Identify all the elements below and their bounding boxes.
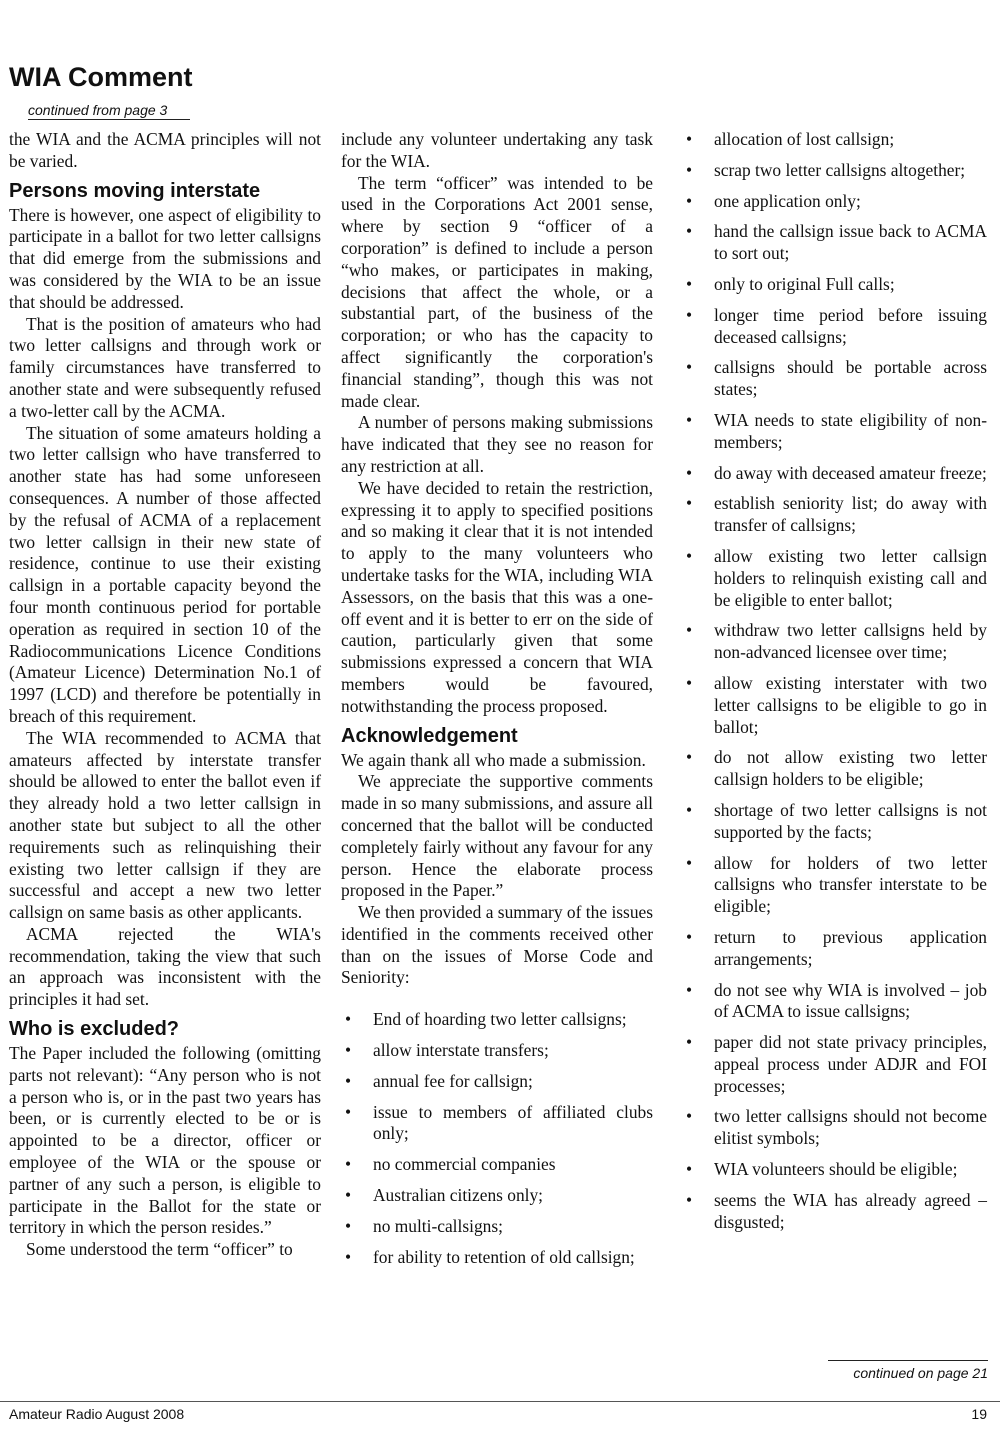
list-item: • two letter callsigns should not become elitist symbols;	[682, 1106, 987, 1150]
list-item: • do not allow existing two letter callsign holders to be eligible;	[682, 747, 987, 791]
paragraph: We again thank all who made a submission.	[341, 749, 646, 770]
section-heading: Persons moving interstate	[9, 179, 261, 202]
paragraph: We appreciate the supportive comments made in so many submissions, and assure all concerned that the ballot will be conducted completely fairly without any favour for any person. Hence the elaborate process proposed in the Paper.”	[341, 771, 653, 901]
list-item: • callsigns should be portable across states;	[682, 357, 987, 401]
list-item: • allocation of lost callsign;	[682, 129, 987, 151]
paragraph: The term “officer” was intended to be used in the Corporations Act 2001 sense, where by section 9 “officer of a corporation” is defined to include a person “who makes, or participates in making, decisions that affect the whole, or a substantial part, of the business of the corporation; or who has the capacity to affect significantly the corporation's financial standing”, though this was not made clear.	[341, 172, 653, 411]
page-number: 19	[971, 1406, 987, 1422]
paragraph: We have decided to retain the restriction, expressing it to apply to specified positions and so making it clear that it is not intended to apply to the many volunteers who undertake tasks for the WIA, including WIA Assessors, on the basis that this was a one-off event and it is better to err on the side of caution, particularly given that some submissions expressed a concern that WIA members would be favoured, notwithstanding the process proposed.	[341, 477, 653, 716]
issues-list-continued	[682, 129, 987, 1233]
list-item: • shortage of two letter callsigns is not supported by the facts;	[682, 800, 987, 844]
list-item: • do away with deceased amateur freeze;	[682, 463, 987, 485]
list-item: • WIA needs to state eligibility of non-members;	[682, 410, 987, 454]
paragraph: ACMA rejected the WIA's recommendation, taking the view that such an approach was inconsistent with the principles it had set.	[9, 923, 321, 1010]
continued-from-note: continued from page 3	[28, 102, 190, 120]
column-1	[9, 129, 321, 1261]
list-item: • one application only;	[682, 191, 987, 213]
footer-divider	[0, 1401, 1000, 1402]
footer-publication: Amateur Radio August 2008	[9, 1406, 185, 1422]
list-item: • longer time period before issuing deceased callsigns;	[682, 305, 987, 349]
continued-on-note: continued on page 21	[828, 1360, 988, 1381]
list-item: • no multi-callsigns;	[341, 1216, 653, 1238]
list-item: • annual fee for callsign;	[341, 1071, 653, 1093]
list-item: • only to original Full calls;	[682, 274, 987, 296]
list-item: • hand the callsign issue back to ACMA to sort out;	[682, 221, 987, 265]
section-heading: Acknowledgement	[341, 724, 518, 747]
column-2	[341, 129, 653, 1277]
section-heading: Who is excluded?	[9, 1018, 180, 1041]
paragraph: include any volunteer undertaking any task for the WIA.	[341, 129, 653, 171]
paragraph: the WIA and the ACMA principles will not be varied.	[9, 129, 321, 171]
paragraph: The WIA recommended to ACMA that amateurs affected by interstate transfer should be allowed to enter the ballot even if they already hold a two letter callsign in another state but subject to all the other requirements such as relinquishing their existing two letter callsign if they are successful and accept a new two letter callsign on same basis as other applicants.	[9, 727, 321, 923]
list-item: • allow interstate transfers;	[341, 1040, 653, 1062]
list-item: • allow existing two letter callsign holders to relinquish existing call and be eligible to enter ballot;	[682, 546, 987, 611]
paragraph: That is the position of amateurs who had two letter callsigns and through work or family circumstances have transferred to another state and were subsequently refused a two-letter call by the ACMA.	[9, 313, 321, 421]
list-item: • Australian citizens only;	[341, 1185, 653, 1207]
list-item: • allow existing interstater with two letter callsigns to be eligible to go in ballot;	[682, 673, 987, 738]
paragraph: Some understood the term “officer” to	[26, 1239, 293, 1260]
paragraph: A number of persons making submissions have indicated that they see no reason for any restriction at all.	[341, 412, 653, 476]
list-item: • paper did not state privacy principles, appeal process under ADJR and FOI processes;	[682, 1032, 987, 1097]
paragraph: We then provided a summary of the issues identified in the comments received other than on the issues of Morse Code and Seniority:	[341, 902, 653, 988]
list-item: • do not see why WIA is involved – job of ACMA to issue callsigns;	[682, 980, 987, 1024]
article-title: WIA Comment	[9, 62, 193, 92]
list-item: • End of hoarding two letter callsigns;	[341, 1009, 653, 1031]
list-item: • seems the WIA has already agreed – disgusted;	[682, 1190, 987, 1234]
list-item: • scrap two letter callsigns altogether;	[682, 160, 987, 182]
list-item: • for ability to retention of old callsign;	[341, 1247, 653, 1269]
paragraph: The situation of some amateurs holding a two letter callsign who have transferred to another state has had some unforeseen consequences. A number of those affected by the refusal of ACMA of a replacement two letter callsign in their new state of residence, continue to use their existing callsign in a portable capacity beyond the four month continuous period for portable operation as required in section 10 of the Radiocommunications Licence Conditions (Amateur Licence) Determination No.1 of 1997 (LCD) and therefore be potentially in breach of this requirement.	[9, 422, 321, 726]
paragraph: There is however, one aspect of eligibility to participate in a ballot for two letter callsigns that did emerge from the submissions and was considered by the WIA to be an issue that should be addressed.	[9, 204, 321, 312]
list-item: • issue to members of affiliated clubs only;	[341, 1102, 653, 1146]
list-item: • WIA volunteers should be eligible;	[682, 1159, 987, 1181]
paragraph: The Paper included the following (omitting parts not relevant): “Any person who is not a person who is, or in the past two years has been, or is currently elected to be or is appointed to be a director, officer or employee of the WIA or the spouse or partner of any such a person, is eligible to participate in the Ballot for the state or territory in which the person resides.”	[9, 1043, 321, 1238]
issues-list	[341, 1009, 653, 1268]
list-item: • allow for holders of two letter callsigns who transfer interstate to be eligible;	[682, 853, 987, 918]
list-item: • withdraw two letter callsigns held by non-advanced licensee over time;	[682, 620, 987, 664]
list-item: • establish seniority list; do away with transfer of callsigns;	[682, 493, 987, 537]
list-item: • no commercial companies	[341, 1154, 653, 1176]
column-3	[682, 129, 987, 1242]
list-item: • return to previous application arrangements;	[682, 927, 987, 971]
